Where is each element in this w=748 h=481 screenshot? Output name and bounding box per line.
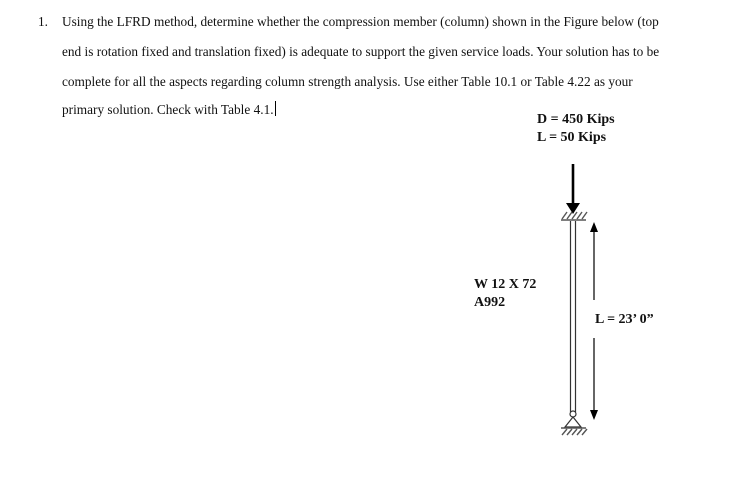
length-dimension: [590, 222, 598, 420]
load-arrow: [566, 164, 580, 214]
problem-line-4-text: primary solution. Check with Table 4.1.: [62, 102, 274, 117]
problem-line-1: Using the LFRD method, determine whether the compression member (column) shown in the Figure below (top: [62, 14, 659, 29]
problem-number: 1.: [38, 14, 48, 29]
section-shape-label: W 12 X 72: [474, 277, 537, 292]
steel-grade-label: A992: [474, 295, 506, 310]
column-length-label: L = 23’ 0”: [595, 312, 654, 327]
column-member: [571, 221, 576, 412]
dead-load-label: D = 450 Kips: [537, 112, 615, 127]
bottom-pin-support: [561, 411, 587, 435]
problem-line-2: end is rotation fixed and translation fixed) is adequate to support the given service loads. Your solution has to be: [62, 44, 660, 59]
top-fixed-support: [561, 212, 587, 220]
problem-line-3: complete for all the aspects regarding column strength analysis. Use either Table 10.1 or Table 4.22 as your: [62, 74, 633, 89]
live-load-label: L = 50 Kips: [537, 130, 607, 145]
